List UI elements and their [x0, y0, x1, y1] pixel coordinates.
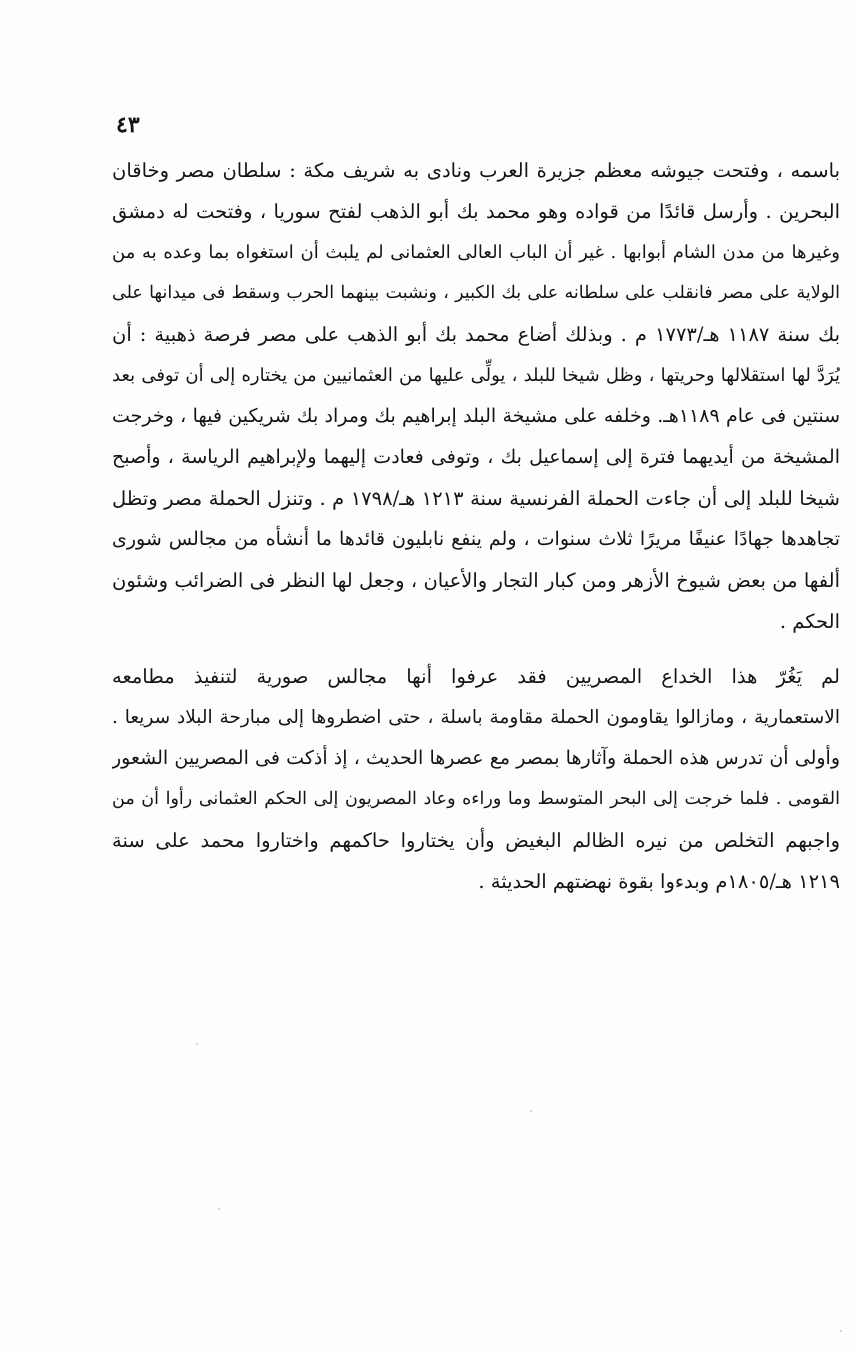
text-line: يُرَدَّ لها استقلالها وحريتها ، وظل شيخا للبلد ، يولِّى عليها من العثمانيين من يختاره إلى أن توفى بعد [112, 365, 840, 386]
text-line: البحرين . وأرسل قائدًا من قواده وهو محمد بك أبو الذهب لفتح سوريا ، وفتحت له دمشق [112, 200, 840, 223]
body-text [112, 150, 840, 902]
text-line: شيخا للبلد إلى أن جاءت الحملة الفرنسية سنة ١٢١٣ هـ/١٧٩٨ م . وتنزل الحملة مصر وتظل [112, 487, 840, 510]
text-line: الولاية على مصر فانقلب على سلطانه على بك الكبير ، ونشبت بينهما الحرب وسقط فى ميدانها على [112, 283, 840, 303]
paragraph-1 [112, 150, 840, 642]
scan-speck [218, 1208, 220, 1210]
text-line: بك سنة ١١٨٧ هـ/١٧٧٣ م . وبذلك أضاع محمد بك أبو الذهب على مصر فرصة ذهبية : أن [112, 323, 840, 346]
text-line: تجاهدها جهادًا عنيفًا مريرًا ثلاث سنوات ، ولم ينفع نابليون قائدها ما أنشأه من مجالس شورى [112, 528, 840, 550]
text-line: باسمه ، وفتحت جيوشه معظم جزيرة العرب ونادى به شريف مكة : سلطان مصر وخاقان [112, 159, 840, 182]
paragraph-2 [112, 656, 840, 902]
text-line: وأولى أن تدرس هذه الحملة وآثارها بمصر مع عصرها الحديث ، إذ أذكت فى المصريين الشعور [112, 747, 840, 769]
text-line: الحكم . [779, 610, 840, 633]
text-line: المشيخة من أيديهما فترة إلى إسماعيل بك ، وتوفى فعادت إليهما ولإبراهيم الرياسة ، وأصبح [112, 446, 840, 468]
scan-speck [196, 1043, 198, 1045]
text-line: ١٢١٩ هـ/١٨٠٥م وبدءوا بقوة نهضتهم الحديثة . [478, 870, 840, 893]
text-line: ألفها من بعض شيوخ الأزهر ومن كبار التجار والأعيان ، وجعل لها النظر فى الضرائب وشئون [112, 569, 840, 592]
text-line: سنتين فى عام ١١٨٩هـ. وخلفه على مشيخة البلد إبراهيم بك ومراد بك شريكين فيها ، وخرجت [112, 405, 840, 427]
scan-speck [530, 1110, 532, 1112]
text-line: واجبهم التخلص من نيره الظالم البغيض وأن يختاروا حاكمهم واختاروا محمد على سنة [112, 829, 840, 852]
scan-speck [840, 1330, 842, 1332]
text-line: الاستعمارية ، ومازالوا يقاومون الحملة مقاومة باسلة ، حتى اضطروها إلى مبارحة البلاد سريعا . [112, 707, 840, 728]
page-number: ٤٣ [116, 112, 140, 138]
paragraph-gap [112, 642, 840, 656]
text-line: لم يَغُرّ هذا الخداع المصريين فقد عرفوا أنها مجالس صورية لتنفيذ مطامعه [112, 665, 840, 688]
text-line: القومى . فلما خرجت إلى البحر المتوسط وما وراءه وعاد المصريون إلى الحكم العثمانى رأوا أن من [112, 789, 840, 809]
text-line: وغيرها من مدن الشام أبوابها . غير أن الباب العالى العثمانى لم يلبث أن استغواه بما وعده به من [112, 242, 840, 263]
